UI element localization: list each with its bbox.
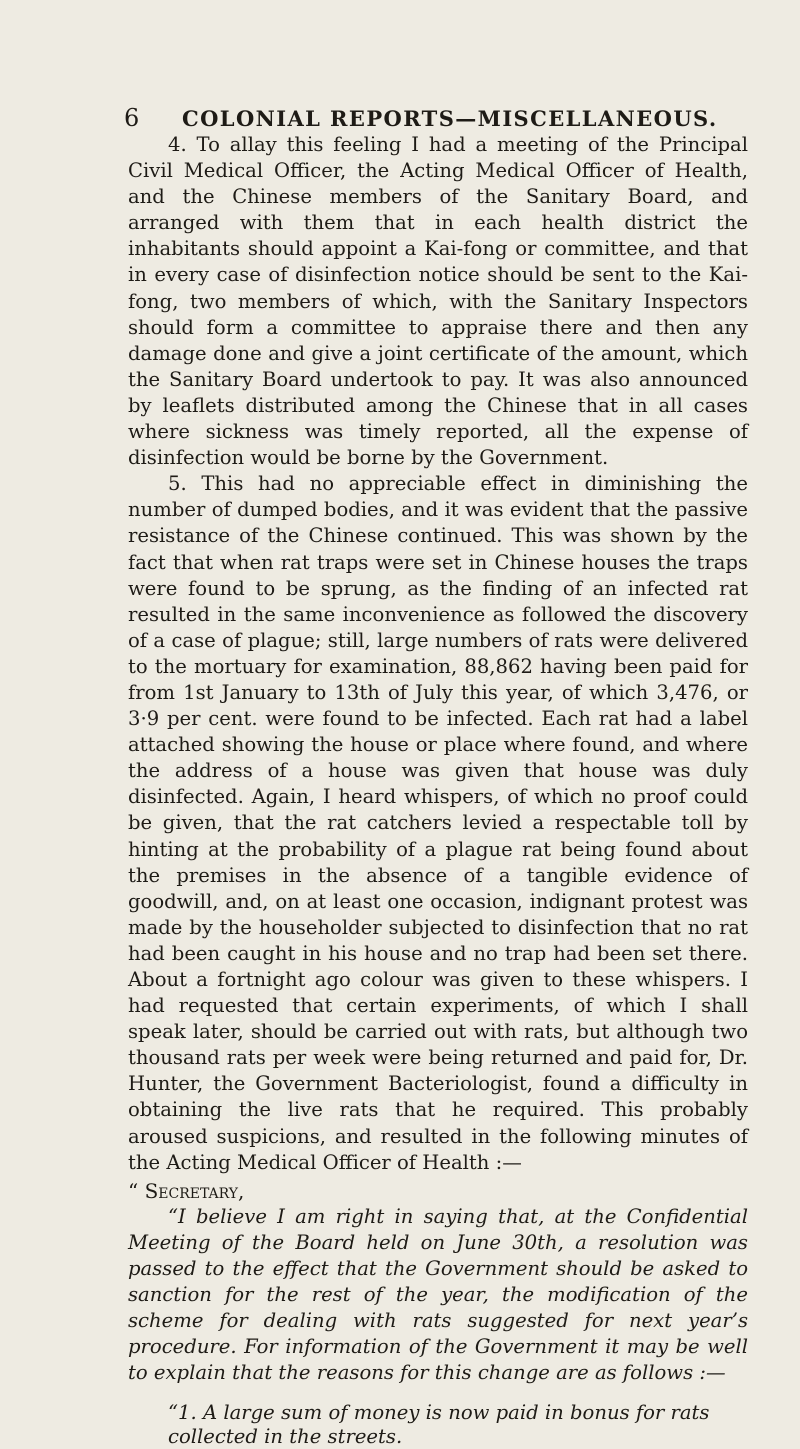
running-head: COLONIAL REPORTS—MISCELLANEOUS. [182,106,718,131]
page-number: 6 [124,104,140,132]
minute-quote: “I believe I am right in saying that, at the Confidential Meeting of the Board held on June 30th, a resolution was passed to the effect that the Government should be asked to sanction for the rest of the year, the modification of the scheme for dealing with rats suggested for next year’s procedure. For information of the Government it may be well to explain that the reasons for this change are as follows :— [128,1204,748,1385]
minute-item-1 [128,1401,748,1449]
minute-salutation: “ Secretary, [128,1178,245,1203]
minute-item-1-line-1: “1. A large sum of money is now paid in bonus for rats [168,1400,710,1424]
body-text [128,132,748,1449]
minute-item-1-line-2: collected in the streets. [168,1424,403,1448]
paragraph-5: 5. This had no appreciable effect in diminishing the number of dumped bodies, and it was evident that the passive resistance of the Chinese continued. This was shown by the fact that when rat traps were set in Chinese houses the traps were found to be sprung, as the finding of an infected rat resulted in the same inconvenience as followed the discovery of a case of plague; still, large numbers of rats were delivered to the mortuary for examination, 88,862 having been paid for from 1st January to 13th of July this year, of which 3,476, or 3·9 per cent. were found to be infected. Each rat had a label attached showing the house or place where found, and where the address of a house was given that house was duly disinfected. Again, I heard whispers, of which no proof could be given, that the rat catchers levied a respectable toll by hinting at the probability of a plague rat being found about the premises in the absence of a tangible evidence of goodwill, and, on at least one occasion, indignant protest was made by the householder subjected to disinfection that no rat had been caught in his house and no trap had been set there. About a fortnight ago colour was given to these whispers. I had requested that certain experiments, of which I shall speak later, should be carried out with rats, but although two thousand rats per week were being returned and paid for, Dr. Hunter, the Government Bacteriologist, found a difficulty in obtaining the live rats that he required. This probably aroused suspicions, and resulted in the following minutes of the Acting Medical Officer of Health :— [128,472,748,1174]
paragraph-4: 4. To allay this feeling I had a meeting of the Principal Civil Medical Officer, the Acting Medical Officer of Health, and the Chinese members of the Sanitary Board, and arranged with them that in each health district the inhabitants should appoint a Kai-fong or committee, and that in every case of disinfection notice should be sent to the Kai-fong, two members of which, with the Sanitary Inspectors should form a committee to appraise there and then any damage done and give a joint certificate of the amount, which the Sanitary Board undertook to pay. It was also announced by leaflets distributed among the Chinese that in all cases where sickness was timely reported, all the expense of disinfection would be borne by the Government. [128,133,748,470]
